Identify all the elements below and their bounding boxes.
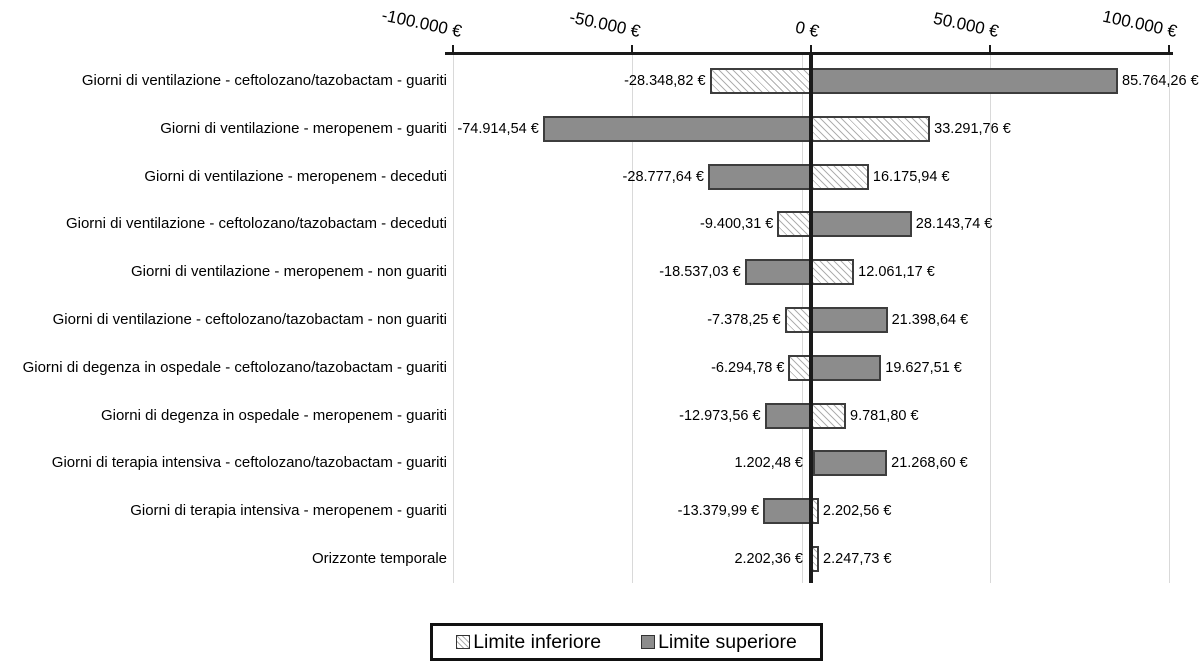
category-label: Giorni di degenza in ospedale - ceftolozano/tazobactam - guariti	[22, 358, 447, 376]
bar-limite-inferiore	[811, 259, 854, 285]
bar-limite-inferiore	[777, 211, 811, 237]
category-label: Giorni di ventilazione - ceftolozano/tazobactam - guariti	[81, 71, 447, 89]
bar-limite-inferiore	[811, 164, 869, 190]
category-label: Giorni di terapia intensiva - meropenem - guariti	[130, 502, 447, 520]
axis-tick-label: -100.000 €	[379, 5, 464, 42]
bar-limite-superiore	[745, 259, 811, 285]
value-label-limite-superiore: 19.627,51 €	[885, 359, 962, 376]
value-label-limite-superiore: -18.537,03 €	[659, 264, 741, 281]
legend-item-limite-superiore	[641, 631, 797, 653]
category-label: Giorni di ventilazione - meropenem - deceduti	[144, 167, 447, 185]
axis-tick-label: 50.000 €	[931, 8, 1001, 42]
legend-item-limite-inferiore	[456, 631, 601, 653]
bar-limite-inferiore	[811, 116, 930, 142]
value-label-limite-superiore: -74.914,54 €	[457, 120, 539, 137]
legend-label-limite-inferiore: Limite inferiore	[473, 631, 602, 653]
bar-limite-superiore	[811, 307, 888, 333]
value-label-limite-inferiore: 9.781,80 €	[850, 407, 919, 424]
value-label-limite-inferiore: -28.348,82 €	[624, 72, 706, 89]
value-label-limite-superiore: 85.764,26 €	[1122, 72, 1199, 89]
value-label-limite-inferiore: 2.202,36 €	[734, 551, 803, 568]
bar-limite-inferiore	[788, 355, 811, 381]
category-label: Giorni di ventilazione - meropenem - guariti	[160, 119, 447, 137]
value-label-limite-inferiore: 16.175,94 €	[872, 168, 950, 185]
axis-tick	[452, 45, 454, 55]
legend-swatch-solid-icon	[641, 635, 655, 649]
legend-label-limite-superiore: Limite superiore	[658, 631, 797, 653]
category-label: Giorni di degenza in ospedale - meropenem - guariti	[100, 406, 447, 424]
bar-limite-superiore	[811, 450, 887, 476]
value-label-limite-inferiore: -9.400,31 €	[699, 216, 774, 233]
bar-limite-inferiore	[785, 307, 811, 333]
value-label-limite-inferiore: 12.061,17 €	[858, 264, 935, 281]
value-label-limite-superiore: 21.398,64 €	[891, 312, 969, 328]
bar-limite-superiore	[811, 211, 912, 237]
category-label: Giorni di terapia intensiva - ceftolozano/tazobactam - guariti	[51, 454, 447, 472]
axis-tick	[1168, 45, 1170, 55]
chart-legend	[430, 623, 823, 661]
bar-limite-inferiore	[710, 68, 811, 94]
bar-limite-superiore	[811, 68, 1118, 94]
zero-axis-line	[809, 55, 813, 583]
bar-limite-inferiore	[811, 403, 846, 429]
value-label-limite-inferiore: -6.294,78 €	[711, 359, 785, 376]
value-label-limite-inferiore: 33.291,76 €	[934, 120, 1011, 137]
value-label-limite-superiore: -12.973,56 €	[679, 407, 761, 424]
value-label-limite-superiore: 21.268,60 €	[891, 455, 968, 472]
value-label-limite-superiore: -13.379,99 €	[677, 503, 760, 520]
category-label: Giorni di ventilazione - ceftolozano/tazobactam - deceduti	[65, 215, 447, 233]
axis-tick-label: -50.000 €	[567, 7, 643, 42]
axis-tick	[631, 45, 633, 55]
value-label-limite-inferiore: 1.202,48 €	[734, 455, 803, 472]
axis-tick	[989, 45, 991, 55]
legend-swatch-hatched-icon	[456, 635, 470, 649]
gridline	[1169, 55, 1170, 583]
axis-tick	[810, 45, 812, 55]
bar-limite-superiore	[763, 498, 811, 524]
category-label: Giorni di ventilazione - meropenem - non guariti	[131, 263, 447, 281]
category-label: Giorni di ventilazione - ceftolozano/tazobactam - non guariti	[52, 311, 447, 328]
bar-limite-superiore	[811, 355, 881, 381]
value-label-limite-superiore: 2.247,73 €	[823, 551, 892, 568]
category-label: Orizzonte temporale	[311, 550, 447, 568]
axis-tick-label: 100.000 €	[1101, 6, 1180, 42]
bar-limite-superiore	[765, 403, 811, 429]
bar-limite-superiore	[543, 116, 811, 142]
bar-limite-superiore	[708, 164, 811, 190]
value-label-limite-superiore: 28.143,74 €	[915, 216, 993, 233]
value-label-limite-superiore: -28.777,64 €	[622, 168, 704, 185]
value-label-limite-inferiore: -7.378,25 €	[707, 312, 781, 328]
value-label-limite-inferiore: 2.202,56 €	[822, 503, 892, 520]
axis-tick-label: 0 €	[794, 17, 822, 42]
gridline	[453, 55, 454, 583]
